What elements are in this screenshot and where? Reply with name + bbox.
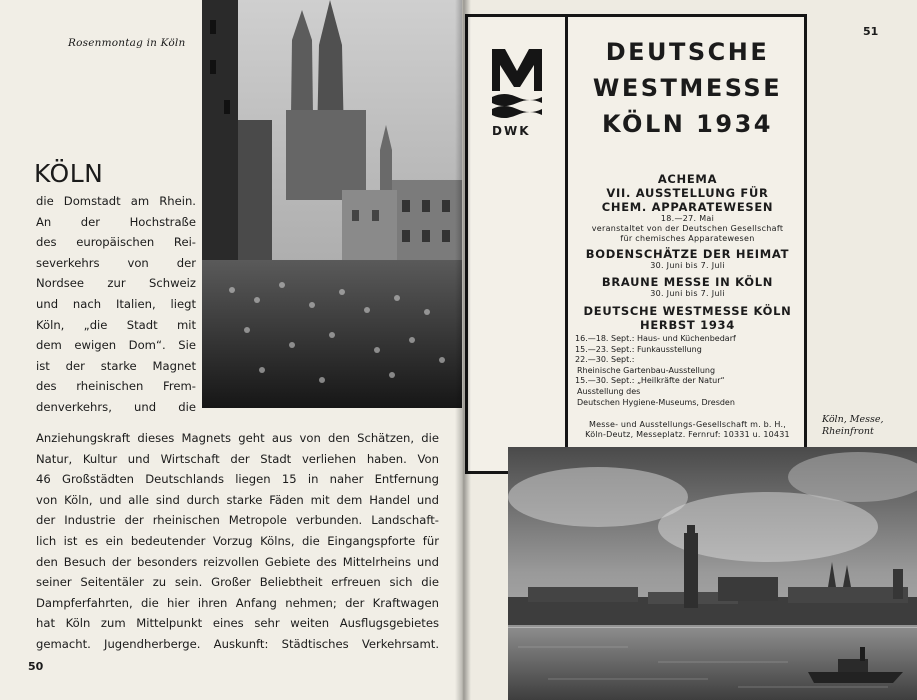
- body-text-narrow: [36, 191, 196, 418]
- footer-line: Köln-Deutz, Messeplatz. Fernruf: 10331 u. 10431: [585, 430, 790, 440]
- text-line: Dampferfahrten, die hier ihren Anfang nehmen; der Kraftwagen: [36, 595, 439, 610]
- schedule-item: 16.—18. Sept.: Haus- und Küchenbedarf: [575, 334, 736, 343]
- body-text-wide: [36, 428, 439, 655]
- herbst-schedule: [575, 334, 804, 408]
- section-title: BRAUNE MESSE IN KÖLN: [601, 275, 774, 289]
- section-date: 18.—27. Mai: [660, 214, 715, 223]
- caption-line: Rheinfront: [822, 426, 874, 437]
- section-herbst: [571, 304, 804, 332]
- photo-messe-rheinfront: [508, 447, 917, 700]
- text-line: seiner Seitentäler zu sein. Großer Beliebtheit erfreuen sich die: [36, 575, 439, 590]
- headline-line: WESTMESSE: [592, 74, 783, 102]
- schedule-item: Ausstellung des: [577, 386, 641, 396]
- text-line: den Besuch der besonders reizvollen Gebiete des Mittelrheins und: [36, 554, 439, 569]
- right-page: [462, 0, 917, 700]
- ad-footer: [571, 420, 804, 440]
- footer-line: Messe- und Ausstellungs-Gesellschaft m. b. H.,: [589, 420, 786, 430]
- section-note: veranstaltet von der Deutschen Gesellschaft: [591, 224, 784, 233]
- text-line: des rheinischen Frem-: [36, 379, 196, 394]
- text-line: ist der starke Magnet: [36, 358, 196, 373]
- logo-text: DWK: [492, 124, 531, 138]
- section-title: HERBST 1934: [640, 318, 735, 332]
- text-line: Köln, „die Stadt mit: [36, 317, 196, 332]
- text-line: hat Köln zum Mittelpunkt eines sehr weiten Ausflugsgebietes: [36, 616, 439, 631]
- ad-divider: [565, 17, 568, 471]
- text-line: 46 Großstädten Deutschlands liegen 15 in naher Entfernung: [36, 472, 439, 487]
- section-title: VII. AUSSTELLUNG FÜR: [606, 186, 769, 200]
- dwk-logo-icon: [492, 41, 542, 121]
- page-number-left: 50: [28, 660, 44, 673]
- advertisement-westmesse: [465, 14, 807, 474]
- city-heading: KÖLN: [34, 159, 104, 188]
- text-line: des europäischen Rei-: [36, 235, 196, 250]
- schedule-item: Rheinische Gartenbau-Ausstellung: [577, 365, 716, 375]
- headline-line: DEUTSCHE: [605, 38, 770, 66]
- section-title: ACHEMA: [657, 172, 718, 186]
- text-line: dem ewigen Dom“. Sie: [36, 338, 196, 353]
- text-line: die Domstadt am Rhein.: [36, 194, 196, 208]
- text-line: der Industrie der rheinischen Metropole verbunden. Landschaft-: [36, 513, 439, 528]
- text-line: Anziehungskraft dieses Magnets geht aus von den Schätzen, die: [36, 431, 439, 445]
- text-line: von Köln, und alle sind durch starke Fäden mit dem Handel und: [36, 492, 439, 507]
- text-line: severkehrs von der: [36, 255, 196, 270]
- text-line: lich ist es ein bedeutender Vorzug Kölns, die Eingangspforte für: [36, 533, 439, 548]
- text-line: und nach Italien, liegt: [36, 296, 196, 311]
- text-line: gemacht. Jugendherberge. Auskunft: Städtisches Verkehrsamt.: [36, 636, 439, 651]
- section-title: DEUTSCHE WESTMESSE KÖLN: [583, 304, 792, 318]
- text-line: An der Hochstraße: [36, 214, 196, 229]
- ad-headline: [571, 34, 804, 142]
- section-date: 30. Juni bis 7. Juli: [650, 261, 725, 270]
- schedule-item: 15.—30. Sept.: „Heilkräfte der Natur“: [575, 376, 725, 386]
- schedule-item: Deutschen Hygiene-Museums, Dresden: [577, 397, 735, 407]
- ad-content: [571, 17, 804, 440]
- section-title: CHEM. APPARATEWESEN: [601, 200, 774, 214]
- text-line: Nordsee zur Schweiz: [36, 276, 196, 291]
- section-date: 30. Juni bis 7. Juli: [650, 289, 725, 298]
- section-achema: [571, 172, 804, 244]
- headline-line: KÖLN 1934: [602, 110, 773, 138]
- photo-cologne-cathedral-carnival: [202, 0, 462, 408]
- section-bodenschaetze: [571, 247, 804, 271]
- section-title: BODENSCHÄTZE DER HEIMAT: [585, 247, 790, 261]
- photo-caption-rosenmontag: Rosenmontag in Köln: [68, 37, 186, 49]
- page-number-right: 51: [863, 25, 879, 38]
- section-braune-messe: [571, 275, 804, 299]
- photo-caption-messe: [822, 414, 902, 438]
- caption-line: Köln, Messe,: [822, 414, 884, 425]
- schedule-item: 22.—30. Sept.:: [575, 355, 635, 365]
- section-note: für chemisches Apparatewesen: [620, 234, 755, 243]
- text-line: Natur, Kultur und Wirtschaft der Stadt verliehen haben. Von: [36, 451, 439, 466]
- schedule-item: 15.—23. Sept.: Funkausstellung: [575, 344, 702, 354]
- text-line: denverkehrs, und die: [36, 399, 196, 414]
